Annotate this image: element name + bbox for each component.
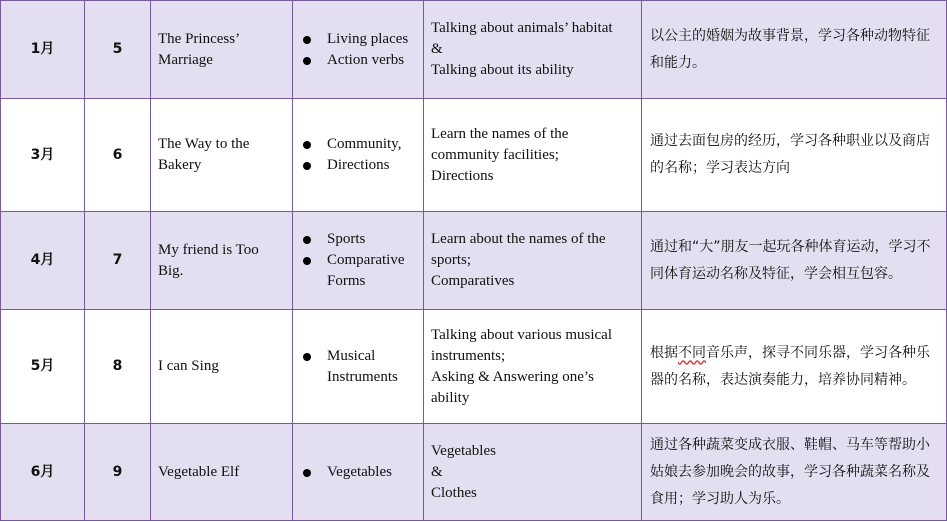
description-text-start: 根据 (650, 344, 678, 361)
unit-number-cell: 7 (85, 212, 151, 310)
unit-title-cell: I can Sing (151, 310, 293, 424)
keyword-text: Musical Instruments (327, 347, 398, 385)
description-cell: 以公主的婚姻为故事背景，学习各种动物特征和能力。 (642, 1, 947, 99)
spellcheck-marked-text: 不同 (678, 344, 706, 361)
unit-number-cell: 8 (85, 310, 151, 424)
keyword-item (300, 155, 416, 176)
learning-focus-cell: Vegetables & Clothes (424, 424, 642, 521)
description-cell (642, 310, 947, 424)
learning-focus-cell: Learn the names of the community facilities; Directions (424, 99, 642, 212)
keyword-text: Living places (327, 30, 409, 47)
bullet-icon (303, 257, 311, 265)
keyword-text: Sports (327, 231, 366, 247)
table-row (1, 310, 947, 424)
keyword-item (300, 229, 416, 250)
keyword-item (300, 250, 416, 292)
description-cell: 通过去面包房的经历，学习各种职业以及商店的名称；学习表达方向 (642, 99, 947, 212)
keywords-cell (293, 99, 424, 212)
month-cell: 5月 (1, 310, 85, 424)
keyword-item (300, 29, 416, 50)
month-cell: 3月 (1, 99, 85, 212)
bullet-icon (303, 162, 311, 170)
unit-number-cell: 5 (85, 1, 151, 99)
keyword-item (300, 134, 416, 155)
table-row (1, 1, 947, 99)
unit-title-cell: Vegetable Elf (151, 424, 293, 521)
keyword-item (300, 50, 416, 71)
unit-title-cell: The Princess’ Marriage (151, 1, 293, 99)
bullet-icon (303, 236, 311, 244)
keyword-item (300, 462, 416, 483)
description-text-end: 音乐声，探寻不同乐器，学习各种乐器的名称，表达演奏能力，培养协同精神。 (650, 344, 930, 388)
keyword-list (300, 229, 416, 292)
keyword-text: Community, (327, 136, 402, 152)
month-cell: 4月 (1, 212, 85, 310)
unit-number-cell: 9 (85, 424, 151, 521)
month-cell: 6月 (1, 424, 85, 521)
table-row (1, 424, 947, 521)
keywords-cell (293, 424, 424, 521)
learning-focus-cell: Talking about various musical instruments; Asking & Answering one’s ability (424, 310, 642, 424)
bullet-icon (303, 36, 311, 44)
unit-title-cell: The Way to the Bakery (151, 99, 293, 212)
keyword-list (300, 29, 416, 71)
keyword-text: Comparative Forms (327, 252, 405, 289)
keyword-list (300, 462, 416, 483)
keywords-cell (293, 212, 424, 310)
learning-focus-cell: Talking about animals’ habitat & Talking about its ability (424, 1, 642, 99)
unit-title-cell: My friend is Too Big. (151, 212, 293, 310)
bullet-icon (303, 469, 311, 477)
month-cell: 1月 (1, 1, 85, 99)
bullet-icon (303, 141, 311, 149)
keywords-cell (293, 1, 424, 99)
keyword-list (300, 134, 416, 176)
description-cell: 通过各种蔬菜变成衣服、鞋帽、马车等帮助小姑娘去参加晚会的故事，学习各种蔬菜名称及食用；学习助人为乐。 (642, 424, 947, 521)
keyword-text: Vegetables (327, 463, 392, 480)
bullet-icon (303, 353, 311, 361)
description-cell: 通过和“大”朋友一起玩各种体育运动，学习不同体育运动名称及特征，学会相互包容。 (642, 212, 947, 310)
table-row (1, 99, 947, 212)
keyword-text: Action verbs (327, 51, 405, 68)
keyword-text: Directions (327, 157, 390, 173)
learning-focus-cell: Learn about the names of the sports; Comparatives (424, 212, 642, 310)
table-row (1, 212, 947, 310)
bullet-icon (303, 57, 311, 65)
unit-number-cell: 6 (85, 99, 151, 212)
keywords-cell (293, 310, 424, 424)
keyword-item (300, 346, 416, 388)
keyword-list (300, 346, 416, 388)
